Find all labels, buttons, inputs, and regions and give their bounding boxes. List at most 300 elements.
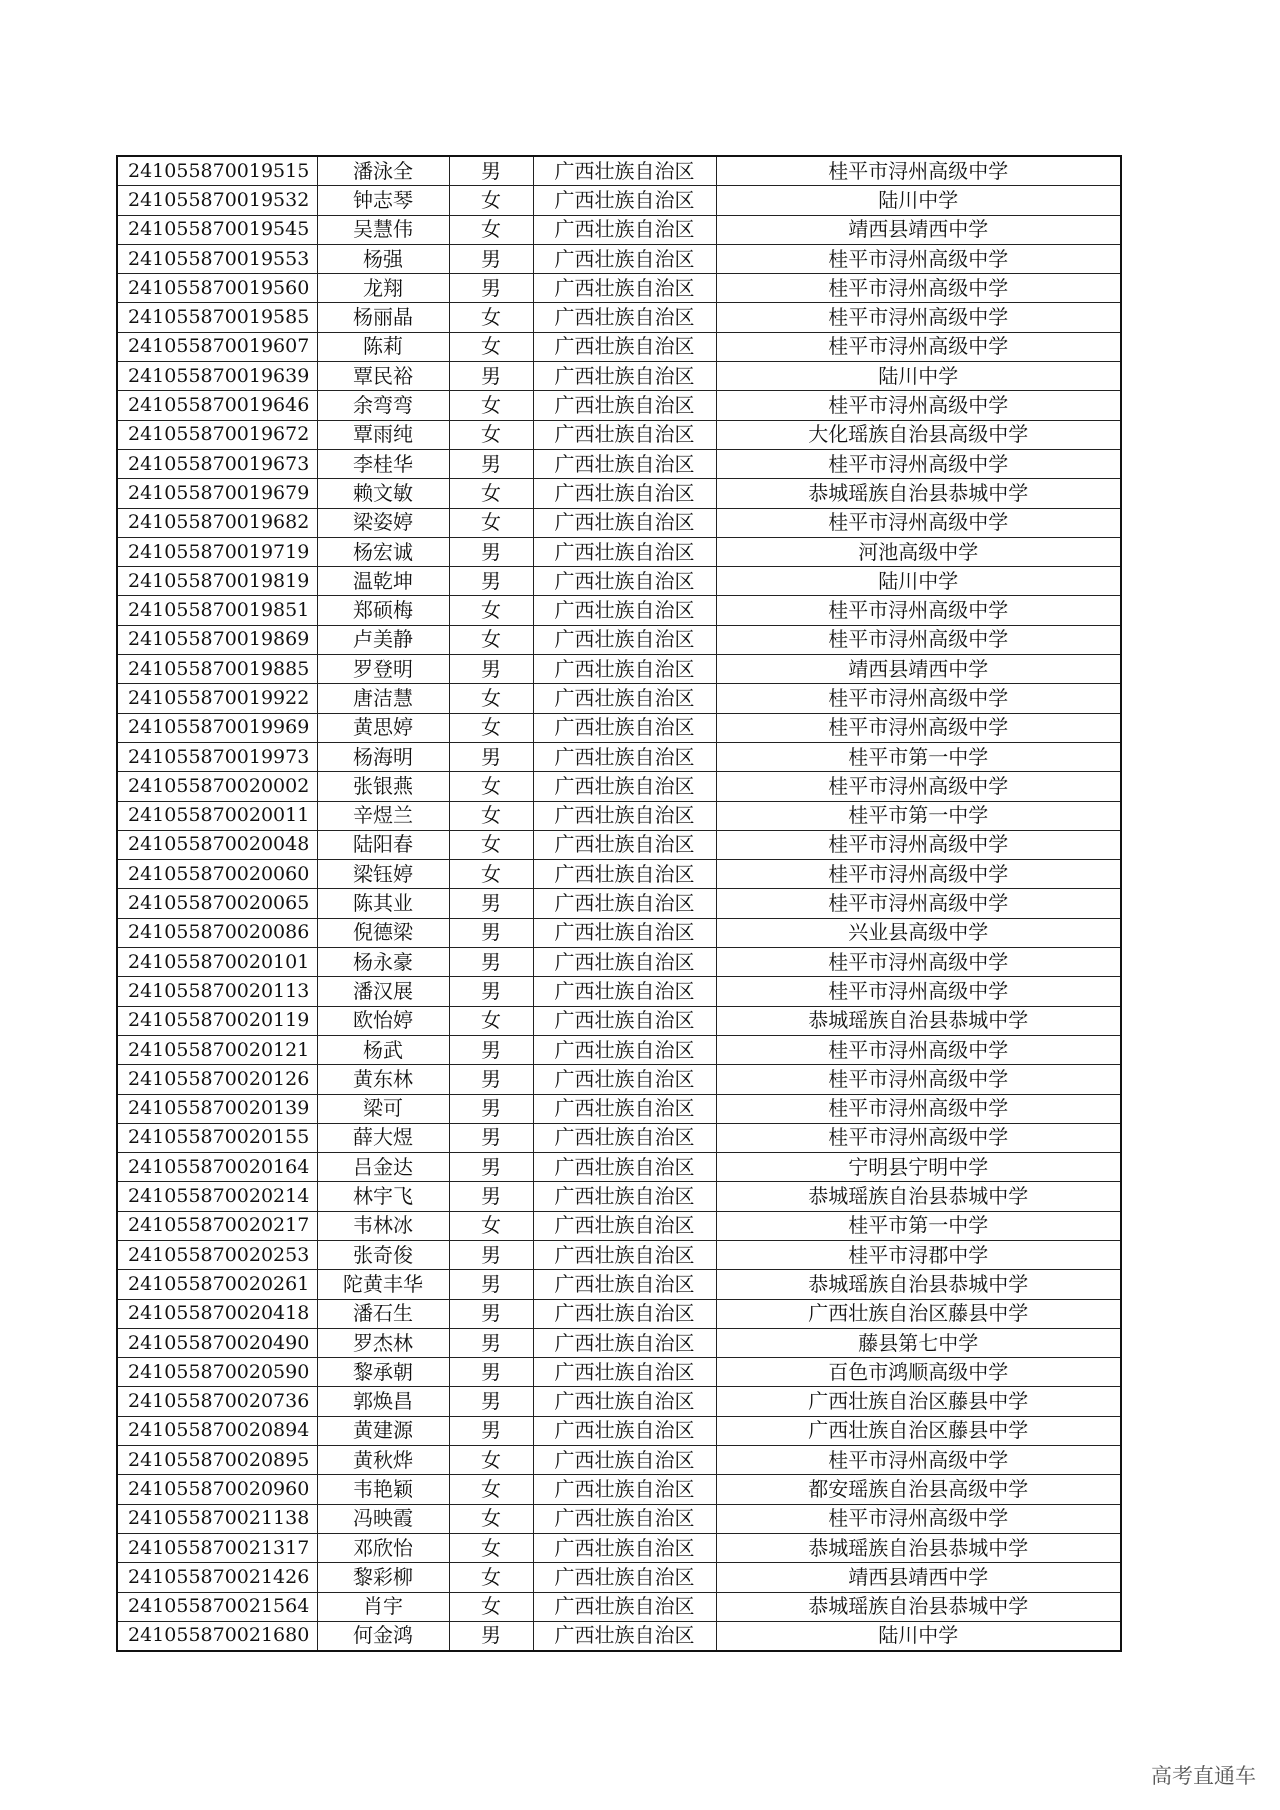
- cell-region: 广西壮族自治区: [533, 918, 716, 947]
- cell-region: 广西壮族自治区: [533, 1533, 716, 1562]
- table-row: [117, 1533, 1121, 1562]
- cell-student-name: 覃雨纯: [317, 420, 449, 449]
- cell-gender: 男: [449, 1182, 533, 1211]
- cell-gender: 男: [449, 1094, 533, 1123]
- cell-gender: 女: [449, 420, 533, 449]
- cell-school: 桂平市浔州高级中学: [716, 332, 1121, 361]
- cell-exam-id: 241055870019585: [117, 303, 317, 332]
- cell-student-name: 吕金达: [317, 1153, 449, 1182]
- cell-gender: 女: [449, 1006, 533, 1035]
- cell-school: 靖西县靖西中学: [716, 1563, 1121, 1592]
- cell-gender: 男: [449, 1328, 533, 1357]
- cell-gender: 女: [449, 479, 533, 508]
- cell-student-name: 冯映霞: [317, 1504, 449, 1533]
- table-row: [117, 186, 1121, 215]
- cell-exam-id: 241055870020253: [117, 1240, 317, 1269]
- cell-school: 陆川中学: [716, 1621, 1121, 1651]
- cell-exam-id: 241055870019673: [117, 449, 317, 478]
- cell-region: 广西壮族自治区: [533, 801, 716, 830]
- cell-gender: 女: [449, 684, 533, 713]
- table-row: [117, 1211, 1121, 1240]
- cell-student-name: 赖文敏: [317, 479, 449, 508]
- cell-region: 广西壮族自治区: [533, 596, 716, 625]
- cell-exam-id: 241055870019719: [117, 537, 317, 566]
- cell-school: 桂平市浔州高级中学: [716, 1504, 1121, 1533]
- table-row: [117, 420, 1121, 449]
- cell-gender: 女: [449, 772, 533, 801]
- table-row: [117, 244, 1121, 273]
- cell-gender: 女: [449, 1211, 533, 1240]
- cell-school: 桂平市浔州高级中学: [716, 156, 1121, 186]
- cell-exam-id: 241055870019560: [117, 274, 317, 303]
- table-row: [117, 1504, 1121, 1533]
- roster-body: [117, 156, 1121, 1651]
- table-row: [117, 1035, 1121, 1064]
- cell-region: 广西壮族自治区: [533, 625, 716, 654]
- cell-student-name: 卢美静: [317, 625, 449, 654]
- cell-exam-id: 241055870019639: [117, 362, 317, 391]
- cell-gender: 男: [449, 977, 533, 1006]
- table-row: [117, 362, 1121, 391]
- cell-gender: 女: [449, 1563, 533, 1592]
- cell-school: 恭城瑶族自治县恭城中学: [716, 1182, 1121, 1211]
- cell-gender: 女: [449, 1533, 533, 1562]
- cell-school: 广西壮族自治区藤县中学: [716, 1416, 1121, 1445]
- cell-student-name: 钟志琴: [317, 186, 449, 215]
- cell-exam-id: 241055870020139: [117, 1094, 317, 1123]
- table-row: [117, 1006, 1121, 1035]
- cell-school: 桂平市浔州高级中学: [716, 508, 1121, 537]
- table-row: [117, 1387, 1121, 1416]
- table-row: [117, 1270, 1121, 1299]
- cell-school: 桂平市浔州高级中学: [716, 449, 1121, 478]
- cell-school: 兴业县高级中学: [716, 918, 1121, 947]
- table-row: [117, 596, 1121, 625]
- table-row: [117, 684, 1121, 713]
- cell-region: 广西壮族自治区: [533, 860, 716, 889]
- cell-exam-id: 241055870020119: [117, 1006, 317, 1035]
- cell-school: 桂平市浔州高级中学: [716, 1065, 1121, 1094]
- cell-exam-id: 241055870019553: [117, 244, 317, 273]
- cell-school: 都安瑶族自治县高级中学: [716, 1475, 1121, 1504]
- cell-school: 桂平市浔州高级中学: [716, 391, 1121, 420]
- cell-gender: 女: [449, 830, 533, 859]
- cell-student-name: 韦艳颖: [317, 1475, 449, 1504]
- table-row: [117, 625, 1121, 654]
- cell-gender: 女: [449, 1475, 533, 1504]
- cell-exam-id: 241055870020261: [117, 1270, 317, 1299]
- cell-exam-id: 241055870020214: [117, 1182, 317, 1211]
- cell-exam-id: 241055870020490: [117, 1328, 317, 1357]
- cell-region: 广西壮族自治区: [533, 1153, 716, 1182]
- table-row: [117, 1592, 1121, 1621]
- cell-exam-id: 241055870020736: [117, 1387, 317, 1416]
- cell-school: 桂平市浔州高级中学: [716, 830, 1121, 859]
- cell-student-name: 陀黄丰华: [317, 1270, 449, 1299]
- cell-student-name: 黄建源: [317, 1416, 449, 1445]
- cell-school: 桂平市浔州高级中学: [716, 684, 1121, 713]
- cell-gender: 男: [449, 655, 533, 684]
- cell-region: 广西壮族自治区: [533, 1446, 716, 1475]
- cell-region: 广西壮族自治区: [533, 567, 716, 596]
- table-row: [117, 156, 1121, 186]
- cell-student-name: 邓欣怡: [317, 1533, 449, 1562]
- table-row: [117, 1065, 1121, 1094]
- table-row: [117, 772, 1121, 801]
- cell-school: 靖西县靖西中学: [716, 655, 1121, 684]
- cell-exam-id: 241055870021138: [117, 1504, 317, 1533]
- cell-school: 桂平市浔州高级中学: [716, 1094, 1121, 1123]
- cell-exam-id: 241055870020121: [117, 1035, 317, 1064]
- cell-exam-id: 241055870020960: [117, 1475, 317, 1504]
- cell-gender: 女: [449, 1504, 533, 1533]
- cell-school: 桂平市浔州高级中学: [716, 1123, 1121, 1152]
- cell-school: 恭城瑶族自治县恭城中学: [716, 1533, 1121, 1562]
- table-row: [117, 391, 1121, 420]
- cell-region: 广西壮族自治区: [533, 1270, 716, 1299]
- cell-gender: 男: [449, 1065, 533, 1094]
- cell-school: 桂平市浔州高级中学: [716, 303, 1121, 332]
- cell-school: 藤县第七中学: [716, 1328, 1121, 1357]
- cell-student-name: 潘石生: [317, 1299, 449, 1328]
- cell-student-name: 黄秋烨: [317, 1446, 449, 1475]
- table-row: [117, 713, 1121, 742]
- cell-gender: 男: [449, 1358, 533, 1387]
- cell-exam-id: 241055870021317: [117, 1533, 317, 1562]
- table-row: [117, 332, 1121, 361]
- cell-region: 广西壮族自治区: [533, 1563, 716, 1592]
- table-row: [117, 830, 1121, 859]
- cell-school: 桂平市浔州高级中学: [716, 1446, 1121, 1475]
- cell-exam-id: 241055870019679: [117, 479, 317, 508]
- cell-gender: 男: [449, 537, 533, 566]
- cell-school: 恭城瑶族自治县恭城中学: [716, 1006, 1121, 1035]
- table-row: [117, 1094, 1121, 1123]
- table-row: [117, 801, 1121, 830]
- cell-school: 桂平市浔郡中学: [716, 1240, 1121, 1269]
- cell-region: 广西壮族自治区: [533, 830, 716, 859]
- cell-student-name: 唐洁慧: [317, 684, 449, 713]
- cell-student-name: 杨海明: [317, 742, 449, 771]
- cell-exam-id: 241055870019607: [117, 332, 317, 361]
- cell-student-name: 何金鸿: [317, 1621, 449, 1651]
- cell-exam-id: 241055870020590: [117, 1358, 317, 1387]
- cell-student-name: 潘泳全: [317, 156, 449, 186]
- cell-exam-id: 241055870020060: [117, 860, 317, 889]
- cell-gender: 男: [449, 567, 533, 596]
- cell-region: 广西壮族自治区: [533, 332, 716, 361]
- cell-student-name: 欧怡婷: [317, 1006, 449, 1035]
- cell-school: 陆川中学: [716, 186, 1121, 215]
- cell-region: 广西壮族自治区: [533, 713, 716, 742]
- cell-region: 广西壮族自治区: [533, 1416, 716, 1445]
- table-row: [117, 274, 1121, 303]
- cell-student-name: 杨永豪: [317, 948, 449, 977]
- cell-gender: 女: [449, 801, 533, 830]
- cell-exam-id: 241055870020217: [117, 1211, 317, 1240]
- cell-school: 广西壮族自治区藤县中学: [716, 1387, 1121, 1416]
- cell-gender: 男: [449, 274, 533, 303]
- cell-region: 广西壮族自治区: [533, 1358, 716, 1387]
- cell-student-name: 张银燕: [317, 772, 449, 801]
- cell-student-name: 罗登明: [317, 655, 449, 684]
- cell-school: 广西壮族自治区藤县中学: [716, 1299, 1121, 1328]
- cell-exam-id: 241055870019973: [117, 742, 317, 771]
- cell-exam-id: 241055870019885: [117, 655, 317, 684]
- cell-gender: 女: [449, 860, 533, 889]
- cell-student-name: 杨武: [317, 1035, 449, 1064]
- cell-school: 陆川中学: [716, 362, 1121, 391]
- cell-school: 桂平市浔州高级中学: [716, 772, 1121, 801]
- cell-region: 广西壮族自治区: [533, 1592, 716, 1621]
- cell-gender: 男: [449, 1387, 533, 1416]
- cell-school: 靖西县靖西中学: [716, 215, 1121, 244]
- cell-exam-id: 241055870020101: [117, 948, 317, 977]
- cell-student-name: 黎彩柳: [317, 1563, 449, 1592]
- cell-region: 广西壮族自治区: [533, 977, 716, 1006]
- table-row: [117, 1446, 1121, 1475]
- cell-region: 广西壮族自治区: [533, 1299, 716, 1328]
- cell-gender: 女: [449, 596, 533, 625]
- cell-gender: 男: [449, 156, 533, 186]
- cell-region: 广西壮族自治区: [533, 684, 716, 713]
- cell-student-name: 潘汉展: [317, 977, 449, 1006]
- cell-student-name: 辛煜兰: [317, 801, 449, 830]
- cell-gender: 男: [449, 889, 533, 918]
- cell-exam-id: 241055870019869: [117, 625, 317, 654]
- table-row: [117, 918, 1121, 947]
- cell-exam-id: 241055870020065: [117, 889, 317, 918]
- cell-region: 广西壮族自治区: [533, 1621, 716, 1651]
- cell-gender: 男: [449, 948, 533, 977]
- roster-table: [116, 155, 1122, 1652]
- cell-gender: 男: [449, 1416, 533, 1445]
- table-row: [117, 479, 1121, 508]
- cell-exam-id: 241055870020011: [117, 801, 317, 830]
- cell-gender: 女: [449, 391, 533, 420]
- table-row: [117, 655, 1121, 684]
- cell-exam-id: 241055870020418: [117, 1299, 317, 1328]
- cell-gender: 男: [449, 244, 533, 273]
- cell-gender: 男: [449, 1240, 533, 1269]
- cell-student-name: 黄东林: [317, 1065, 449, 1094]
- cell-region: 广西壮族自治区: [533, 1006, 716, 1035]
- table-row: [117, 1182, 1121, 1211]
- cell-region: 广西壮族自治区: [533, 1328, 716, 1357]
- cell-region: 广西壮族自治区: [533, 1240, 716, 1269]
- cell-school: 桂平市浔州高级中学: [716, 948, 1121, 977]
- table-row: [117, 537, 1121, 566]
- cell-school: 桂平市浔州高级中学: [716, 977, 1121, 1006]
- table-row: [117, 1328, 1121, 1357]
- table-row: [117, 1299, 1121, 1328]
- cell-exam-id: 241055870020126: [117, 1065, 317, 1094]
- cell-student-name: 杨宏诚: [317, 537, 449, 566]
- cell-student-name: 吴慧伟: [317, 215, 449, 244]
- cell-school: 宁明县宁明中学: [716, 1153, 1121, 1182]
- cell-region: 广西壮族自治区: [533, 244, 716, 273]
- cell-school: 河池高级中学: [716, 537, 1121, 566]
- cell-student-name: 陈莉: [317, 332, 449, 361]
- cell-region: 广西壮族自治区: [533, 1065, 716, 1094]
- cell-gender: 女: [449, 1592, 533, 1621]
- table-row: [117, 449, 1121, 478]
- cell-exam-id: 241055870021680: [117, 1621, 317, 1651]
- cell-region: 广西壮族自治区: [533, 655, 716, 684]
- cell-region: 广西壮族自治区: [533, 742, 716, 771]
- cell-student-name: 韦林冰: [317, 1211, 449, 1240]
- cell-gender: 女: [449, 508, 533, 537]
- cell-region: 广西壮族自治区: [533, 479, 716, 508]
- watermark-text: 高考直通车: [1151, 1764, 1256, 1788]
- table-row: [117, 1240, 1121, 1269]
- cell-region: 广西壮族自治区: [533, 889, 716, 918]
- cell-gender: 女: [449, 186, 533, 215]
- cell-exam-id: 241055870019646: [117, 391, 317, 420]
- cell-gender: 女: [449, 1446, 533, 1475]
- cell-school: 桂平市浔州高级中学: [716, 244, 1121, 273]
- cell-exam-id: 241055870019672: [117, 420, 317, 449]
- cell-school: 桂平市第一中学: [716, 1211, 1121, 1240]
- cell-student-name: 梁可: [317, 1094, 449, 1123]
- cell-exam-id: 241055870019515: [117, 156, 317, 186]
- cell-student-name: 罗杰林: [317, 1328, 449, 1357]
- cell-exam-id: 241055870020894: [117, 1416, 317, 1445]
- cell-school: 桂平市浔州高级中学: [716, 596, 1121, 625]
- cell-exam-id: 241055870019969: [117, 713, 317, 742]
- cell-exam-id: 241055870019922: [117, 684, 317, 713]
- cell-region: 广西壮族自治区: [533, 1475, 716, 1504]
- cell-exam-id: 241055870020164: [117, 1153, 317, 1182]
- cell-region: 广西壮族自治区: [533, 391, 716, 420]
- cell-student-name: 杨丽晶: [317, 303, 449, 332]
- cell-gender: 女: [449, 303, 533, 332]
- table-row: [117, 742, 1121, 771]
- cell-gender: 男: [449, 449, 533, 478]
- cell-region: 广西壮族自治区: [533, 1123, 716, 1152]
- cell-gender: 男: [449, 742, 533, 771]
- cell-gender: 男: [449, 1035, 533, 1064]
- table-row: [117, 1475, 1121, 1504]
- cell-exam-id: 241055870020086: [117, 918, 317, 947]
- cell-region: 广西壮族自治区: [533, 1182, 716, 1211]
- cell-exam-id: 241055870019819: [117, 567, 317, 596]
- cell-school: 桂平市浔州高级中学: [716, 713, 1121, 742]
- cell-gender: 男: [449, 918, 533, 947]
- cell-exam-id: 241055870020155: [117, 1123, 317, 1152]
- cell-exam-id: 241055870020048: [117, 830, 317, 859]
- cell-student-name: 李桂华: [317, 449, 449, 478]
- cell-student-name: 郑硕梅: [317, 596, 449, 625]
- cell-region: 广西壮族自治区: [533, 1387, 716, 1416]
- cell-gender: 男: [449, 1270, 533, 1299]
- cell-gender: 男: [449, 1621, 533, 1651]
- cell-region: 广西壮族自治区: [533, 1094, 716, 1123]
- cell-region: 广西壮族自治区: [533, 215, 716, 244]
- table-row: [117, 1153, 1121, 1182]
- table-row: [117, 1416, 1121, 1445]
- cell-exam-id: 241055870021426: [117, 1563, 317, 1592]
- cell-student-name: 薛大煜: [317, 1123, 449, 1152]
- cell-student-name: 余弯弯: [317, 391, 449, 420]
- cell-student-name: 陆阳春: [317, 830, 449, 859]
- cell-gender: 女: [449, 332, 533, 361]
- cell-region: 广西壮族自治区: [533, 362, 716, 391]
- cell-school: 大化瑶族自治县高级中学: [716, 420, 1121, 449]
- cell-exam-id: 241055870020895: [117, 1446, 317, 1475]
- cell-region: 广西壮族自治区: [533, 449, 716, 478]
- table-row: [117, 889, 1121, 918]
- cell-school: 陆川中学: [716, 567, 1121, 596]
- cell-region: 广西壮族自治区: [533, 156, 716, 186]
- cell-student-name: 杨强: [317, 244, 449, 273]
- cell-exam-id: 241055870019532: [117, 186, 317, 215]
- cell-student-name: 倪德梁: [317, 918, 449, 947]
- cell-gender: 女: [449, 215, 533, 244]
- cell-region: 广西壮族自治区: [533, 537, 716, 566]
- cell-student-name: 肖宇: [317, 1592, 449, 1621]
- cell-region: 广西壮族自治区: [533, 274, 716, 303]
- cell-school: 恭城瑶族自治县恭城中学: [716, 1592, 1121, 1621]
- cell-school: 桂平市第一中学: [716, 742, 1121, 771]
- table-row: [117, 860, 1121, 889]
- cell-student-name: 张奇俊: [317, 1240, 449, 1269]
- cell-student-name: 覃民裕: [317, 362, 449, 391]
- cell-school: 桂平市第一中学: [716, 801, 1121, 830]
- cell-school: 桂平市浔州高级中学: [716, 889, 1121, 918]
- cell-student-name: 黎承朝: [317, 1358, 449, 1387]
- cell-student-name: 梁姿婷: [317, 508, 449, 537]
- cell-gender: 男: [449, 1123, 533, 1152]
- cell-student-name: 龙翔: [317, 274, 449, 303]
- cell-gender: 男: [449, 1153, 533, 1182]
- cell-school: 桂平市浔州高级中学: [716, 274, 1121, 303]
- cell-exam-id: 241055870020113: [117, 977, 317, 1006]
- table-row: [117, 508, 1121, 537]
- cell-student-name: 陈其业: [317, 889, 449, 918]
- cell-school: 桂平市浔州高级中学: [716, 860, 1121, 889]
- cell-exam-id: 241055870019682: [117, 508, 317, 537]
- cell-region: 广西壮族自治区: [533, 420, 716, 449]
- cell-region: 广西壮族自治区: [533, 303, 716, 332]
- cell-region: 广西壮族自治区: [533, 508, 716, 537]
- table-row: [117, 1563, 1121, 1592]
- cell-student-name: 林宇飞: [317, 1182, 449, 1211]
- table-row: [117, 567, 1121, 596]
- table-row: [117, 1358, 1121, 1387]
- cell-gender: 女: [449, 625, 533, 654]
- table-row: [117, 215, 1121, 244]
- cell-exam-id: 241055870020002: [117, 772, 317, 801]
- cell-school: 恭城瑶族自治县恭城中学: [716, 479, 1121, 508]
- cell-region: 广西壮族自治区: [533, 1504, 716, 1533]
- cell-student-name: 温乾坤: [317, 567, 449, 596]
- cell-school: 桂平市浔州高级中学: [716, 625, 1121, 654]
- table-row: [117, 1123, 1121, 1152]
- cell-gender: 女: [449, 713, 533, 742]
- table-row: [117, 303, 1121, 332]
- cell-gender: 男: [449, 362, 533, 391]
- cell-student-name: 梁钰婷: [317, 860, 449, 889]
- cell-school: 百色市鸿顺高级中学: [716, 1358, 1121, 1387]
- cell-school: 桂平市浔州高级中学: [716, 1035, 1121, 1064]
- cell-exam-id: 241055870019545: [117, 215, 317, 244]
- cell-gender: 男: [449, 1299, 533, 1328]
- table-row: [117, 977, 1121, 1006]
- cell-student-name: 黄思婷: [317, 713, 449, 742]
- cell-school: 恭城瑶族自治县恭城中学: [716, 1270, 1121, 1299]
- cell-region: 广西壮族自治区: [533, 1035, 716, 1064]
